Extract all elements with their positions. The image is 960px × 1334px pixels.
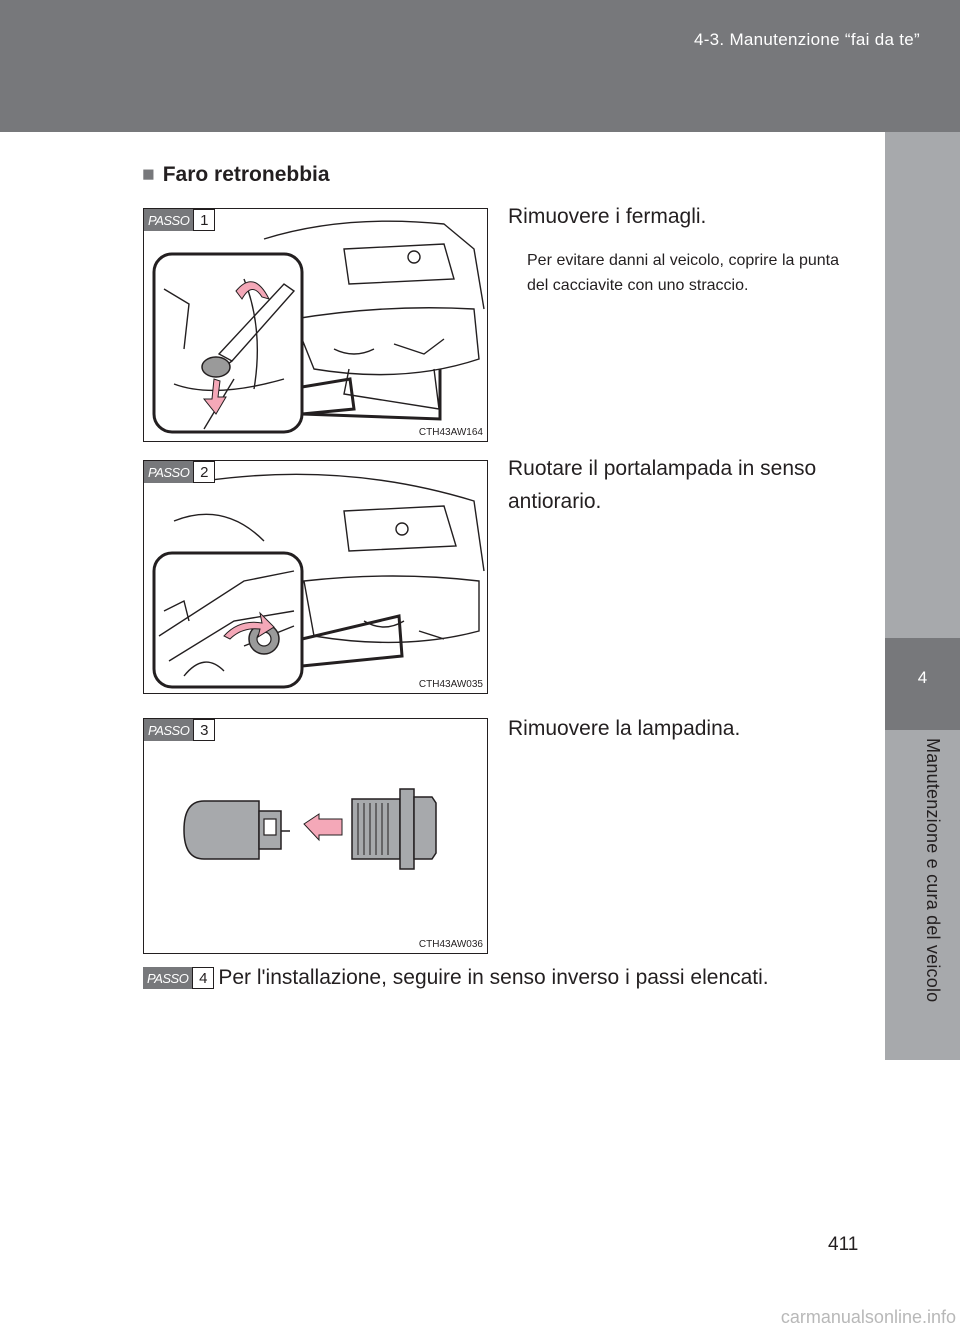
- step-1-note: Per evitare danni al veicolo, coprire la punta del cacciavite con uno straccio.: [527, 252, 839, 294]
- step-number: 1: [193, 209, 215, 231]
- chapter-number: 4: [917, 668, 928, 687]
- step-badge-4: [143, 967, 214, 989]
- step-2-text: Ruotare il portalampada in senso antiorario.: [508, 457, 817, 513]
- step-label: PASSO: [144, 719, 193, 741]
- car-rear-clip-illustration: [144, 209, 487, 441]
- figure-code: CTH43AW164: [418, 427, 483, 438]
- figure-code: CTH43AW035: [418, 679, 483, 690]
- header-bar: [0, 0, 960, 132]
- chapter-title: Manutenzione e cura del veicolo: [923, 738, 943, 1003]
- step-number: 2: [193, 461, 215, 483]
- section-title: [142, 163, 330, 187]
- page-number: 411: [828, 1234, 859, 1255]
- side-tab-upper: [885, 132, 960, 638]
- step-label: PASSO: [144, 209, 193, 231]
- step-number: 3: [193, 719, 215, 741]
- step-label: PASSO: [143, 967, 192, 989]
- step-4: [143, 966, 769, 990]
- section-title-text: Faro retronebbia: [162, 163, 330, 186]
- car-rear-bulb-holder-illustration: [144, 461, 487, 693]
- square-bullet-icon: ■: [142, 163, 155, 186]
- step-badge-1: [144, 209, 215, 231]
- bulb-removal-illustration: [144, 719, 487, 953]
- figure-step-1: [143, 208, 488, 442]
- step-badge-3: [144, 719, 215, 741]
- step-label: PASSO: [144, 461, 193, 483]
- section-header: 4-3. Manutenzione “fai da te”: [693, 30, 920, 49]
- watermark: carmanualsonline.info: [780, 1307, 956, 1327]
- figure-code: CTH43AW036: [418, 939, 483, 950]
- figure-step-3: [143, 718, 488, 954]
- figure-step-2: [143, 460, 488, 694]
- step-3-text: Rimuovere la lampadina.: [508, 717, 741, 740]
- step-badge-2: [144, 461, 215, 483]
- step-number: 4: [192, 967, 214, 989]
- step-1-text: Rimuovere i fermagli.: [508, 205, 707, 228]
- step-4-text: Per l'installazione, seguire in senso inverso i passi elencati.: [218, 966, 769, 989]
